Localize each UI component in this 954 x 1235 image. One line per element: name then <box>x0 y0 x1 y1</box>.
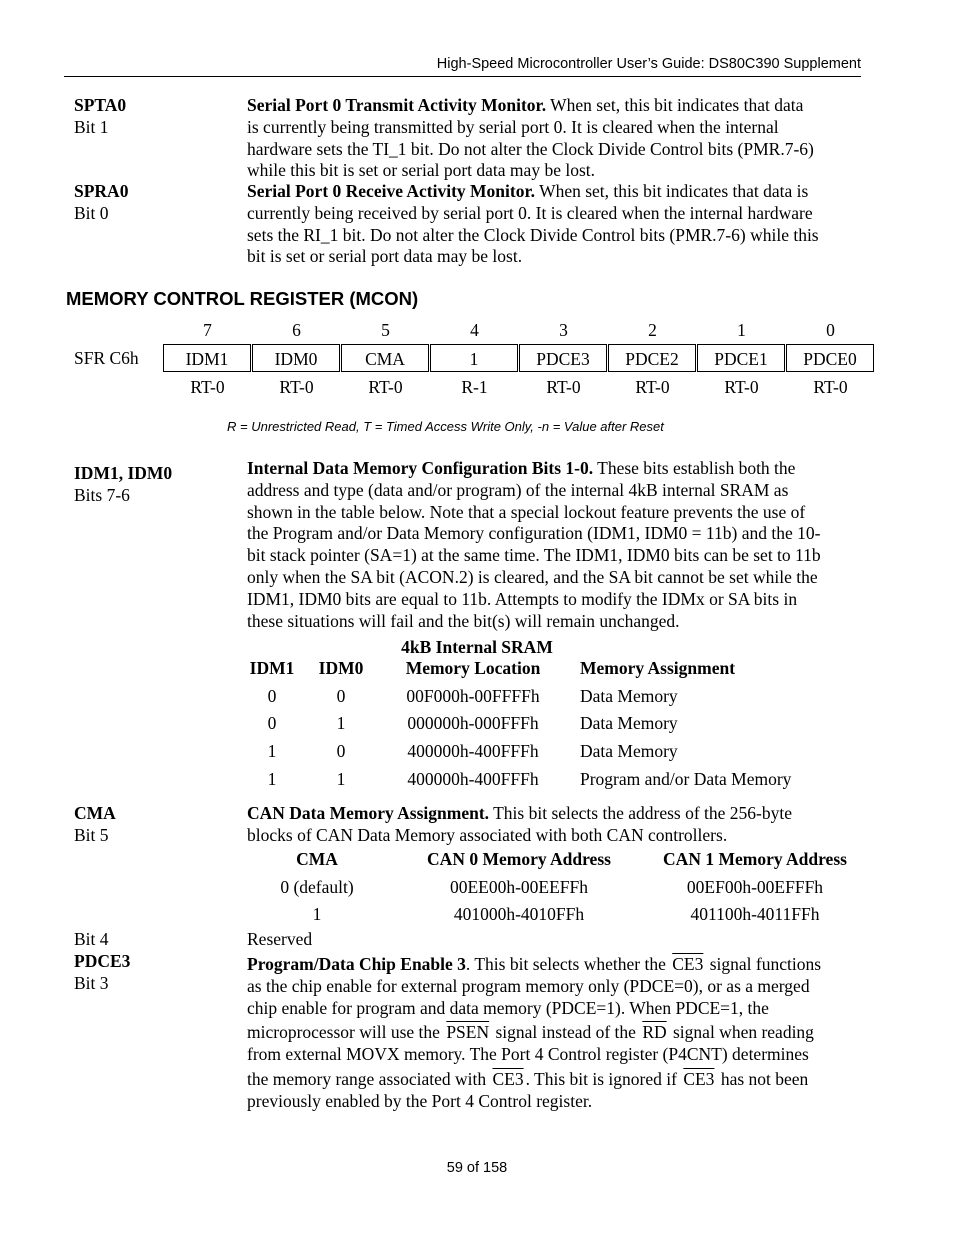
idm-line: address and type (data and/or program) of the internal 4kB internal SRAM as <box>247 479 789 500</box>
pdce3-name: PDCE3 <box>74 951 131 971</box>
header-rule <box>64 76 861 77</box>
idm-bits: Bits 7-6 <box>74 484 130 505</box>
idm-line: the Program and/or Data Memory configuration (IDM1, IDM0 = 11b) and the 10- <box>247 523 821 544</box>
cma-name: CMA <box>74 803 116 823</box>
register-bit-cell: PDCE1 <box>697 344 785 372</box>
bit-number: 5 <box>381 320 390 340</box>
pdce3-description <box>247 954 867 1113</box>
table-cell: 0 <box>267 686 277 706</box>
table-cell: 1 <box>336 769 346 789</box>
spra0-line: When set, this bit indicates that data is <box>535 181 809 201</box>
reset-value: RT-0 <box>190 377 225 397</box>
cma-table-header: CAN 1 Memory Address <box>663 849 847 869</box>
table-cell: 00F000h-00FFFFh <box>406 686 540 706</box>
bit4-description: Reserved <box>247 929 313 949</box>
idm-description <box>247 458 867 632</box>
psen-signal: PSEN <box>446 1022 490 1043</box>
register-bit-cell: IDM1 <box>163 344 251 372</box>
table-cell: 1 <box>312 904 322 924</box>
spra0-line: sets the RI_1 bit. Do not alter the Clock Divide Control bits (PMR.7-6) while this <box>247 224 819 245</box>
table-cell: Data Memory <box>580 741 678 761</box>
spta0-heading: Serial Port 0 Transmit Activity Monitor. <box>247 95 547 115</box>
cma-heading: CAN Data Memory Assignment. <box>247 803 490 823</box>
pdce3-text: chip enable for program and data memory (PDCE=1). When PDCE=1, the <box>247 997 769 1018</box>
spta0-line: When set, this bit indicates that data <box>546 95 804 115</box>
table-cell: 400000h-400FFFh <box>407 769 539 789</box>
idm-line: these situations will fail and the bit(s) will remain unchanged. <box>247 610 680 631</box>
spta0-name: SPTA0 <box>74 95 127 115</box>
pdce3-text: has not been <box>716 1068 809 1089</box>
reset-value: R-1 <box>461 377 488 397</box>
reset-value: RT-0 <box>546 377 581 397</box>
pdce3-text: signal instead of the <box>491 1022 641 1043</box>
spta0-line: while this bit is set or serial port data may be lost. <box>247 160 595 181</box>
reset-value: RT-0 <box>279 377 314 397</box>
spta0-line: is currently being transmitted by serial port 0. It is cleared when the internal <box>247 116 779 137</box>
cma-line: blocks of CAN Data Memory associated with both CAN controllers. <box>247 824 728 845</box>
spra0-description <box>247 181 867 268</box>
idm-table-header: IDM1 <box>249 658 295 678</box>
table-cell: 0 <box>267 713 277 733</box>
idm-line: shown in the table below. Note that a special lockout feature prevents the use of <box>247 501 806 522</box>
section-title: MEMORY CONTROL REGISTER (MCON) <box>66 288 419 309</box>
ce3-signal: CE3 <box>683 1068 715 1089</box>
bit-number: 0 <box>826 320 835 340</box>
table-cell: 401000h-4010FFh <box>453 904 585 924</box>
cma-bit: Bit 5 <box>74 824 109 845</box>
rd-signal: $\overline{RD}$ <box>642 1022 667 1043</box>
spra0-line: bit is set or serial port data may be lost. <box>247 246 523 267</box>
register-legend: R = Unrestricted Read, T = Timed Access Write Only, -n = Value after Reset <box>227 419 664 434</box>
pdce3-text: . This bit selects whether the <box>465 954 671 974</box>
idm-table-header: 4kB Internal SRAM <box>401 637 553 657</box>
bit-number: 2 <box>648 320 657 340</box>
pdce3-text: . This bit is ignored if <box>525 1068 682 1089</box>
page-header: High-Speed Microcontroller User’s Guide: DS80C390 Supplement <box>436 56 861 72</box>
spta0-line: hardware sets the TI_1 bit. Do not alter the Clock Divide Control bits (PMR.7-6) <box>247 138 814 159</box>
table-cell: 400000h-400FFFh <box>407 741 539 761</box>
spra0-name: SPRA0 <box>74 181 129 201</box>
table-cell: Data Memory <box>580 686 678 706</box>
table-cell: 401100h-4011FFh <box>690 904 820 924</box>
table-cell: 00EE00h-00EEFFh <box>449 877 589 897</box>
reset-value: RT-0 <box>724 377 759 397</box>
register-bit-cell: PDCE3 <box>519 344 607 372</box>
table-cell: 1 <box>267 769 277 789</box>
idm-line: IDM1, IDM0 bits are equal to 11b. Attempts to modify the IDMx or SA bits in <box>247 588 798 609</box>
idm-name: IDM1, IDM0 <box>74 463 173 483</box>
bit4-label: Bit 4 <box>74 929 109 949</box>
cma-table-header: CAN 0 Memory Address <box>427 849 611 869</box>
idm-line: bit stack pointer (SA=1) at the same time. The IDM1, IDM0 bits can be set to 11b <box>247 545 821 566</box>
bit-number: 6 <box>292 320 301 340</box>
spra0-bit: Bit 0 <box>74 202 109 223</box>
reset-value: RT-0 <box>813 377 848 397</box>
register-bit-cell: PDCE0 <box>786 344 874 372</box>
spra0-label <box>74 181 239 225</box>
pdce3-text: as the chip enable for external program memory only (PDCE=0), or as a merged <box>247 975 810 996</box>
pdce3-heading: Program/Data Chip Enable 3 <box>247 954 466 974</box>
sfr-address: SFR C6h <box>74 348 139 368</box>
cma-table-header: CMA <box>296 849 338 869</box>
register-bit-cell: PDCE2 <box>608 344 696 372</box>
pdce3-label <box>74 951 239 995</box>
table-cell: 0 <box>336 741 346 761</box>
register-bit-cell: 1 <box>430 344 518 372</box>
spra0-heading: Serial Port 0 Receive Activity Monitor. <box>247 181 536 201</box>
spta0-bit: Bit 1 <box>74 116 109 137</box>
register-bit-cell: IDM0 <box>252 344 340 372</box>
pdce3-text: previously enabled by the Port 4 Control register. <box>247 1090 593 1111</box>
table-cell: 000000h-000FFFh <box>407 713 539 733</box>
spta0-description <box>247 95 867 182</box>
cma-label <box>74 803 239 847</box>
pdce3-bit: Bit 3 <box>74 972 109 993</box>
idm-table-header: Memory Assignment <box>580 658 736 678</box>
pdce3-text: the memory range associated with <box>247 1068 491 1089</box>
ce3-signal: CE3 <box>492 1068 524 1089</box>
ce3-signal: CE3 <box>672 954 704 974</box>
reset-value: RT-0 <box>368 377 403 397</box>
idm-table-header: IDM0 <box>318 658 364 678</box>
table-cell: 0 <box>336 686 346 706</box>
idm-line: only when the SA bit (ACON.2) is cleared, and the SA bit cannot be set while the <box>247 566 818 587</box>
pdce3-text: signal when reading <box>668 1022 814 1043</box>
spta0-label <box>74 95 239 139</box>
register-bit-cell: CMA <box>341 344 429 372</box>
bit-number: 3 <box>559 320 568 340</box>
idm-label <box>74 463 239 507</box>
idm-heading: Internal Data Memory Configuration Bits 1-0. <box>247 458 594 478</box>
table-cell: 00EF00h-00EFFFh <box>686 877 824 897</box>
spra0-line: currently being received by serial port 0. It is cleared when the internal hardware <box>247 202 813 223</box>
cma-description <box>247 803 867 847</box>
cma-line: This bit selects the address of the 256-byte <box>489 803 793 823</box>
idm-table-header: Memory Location <box>405 658 541 678</box>
table-cell: 1 <box>336 713 346 733</box>
bit-number: 4 <box>470 320 479 340</box>
bit-number: 1 <box>737 320 746 340</box>
bit-number: 7 <box>203 320 212 340</box>
pdce3-text: signal functions <box>705 954 822 974</box>
table-cell: 1 <box>267 741 277 761</box>
page-number: 59 of 158 <box>446 1160 508 1176</box>
idm-line: These bits establish both the <box>593 458 796 478</box>
pdce3-text: from external MOVX memory. The Port 4 Control register (P4CNT) determines <box>247 1044 809 1065</box>
pdce3-text: microprocessor will use the <box>247 1022 445 1043</box>
table-cell: 0 (default) <box>280 877 354 897</box>
table-cell: Data Memory <box>580 713 678 733</box>
reset-value: RT-0 <box>635 377 670 397</box>
table-cell: Program and/or Data Memory <box>580 769 792 789</box>
